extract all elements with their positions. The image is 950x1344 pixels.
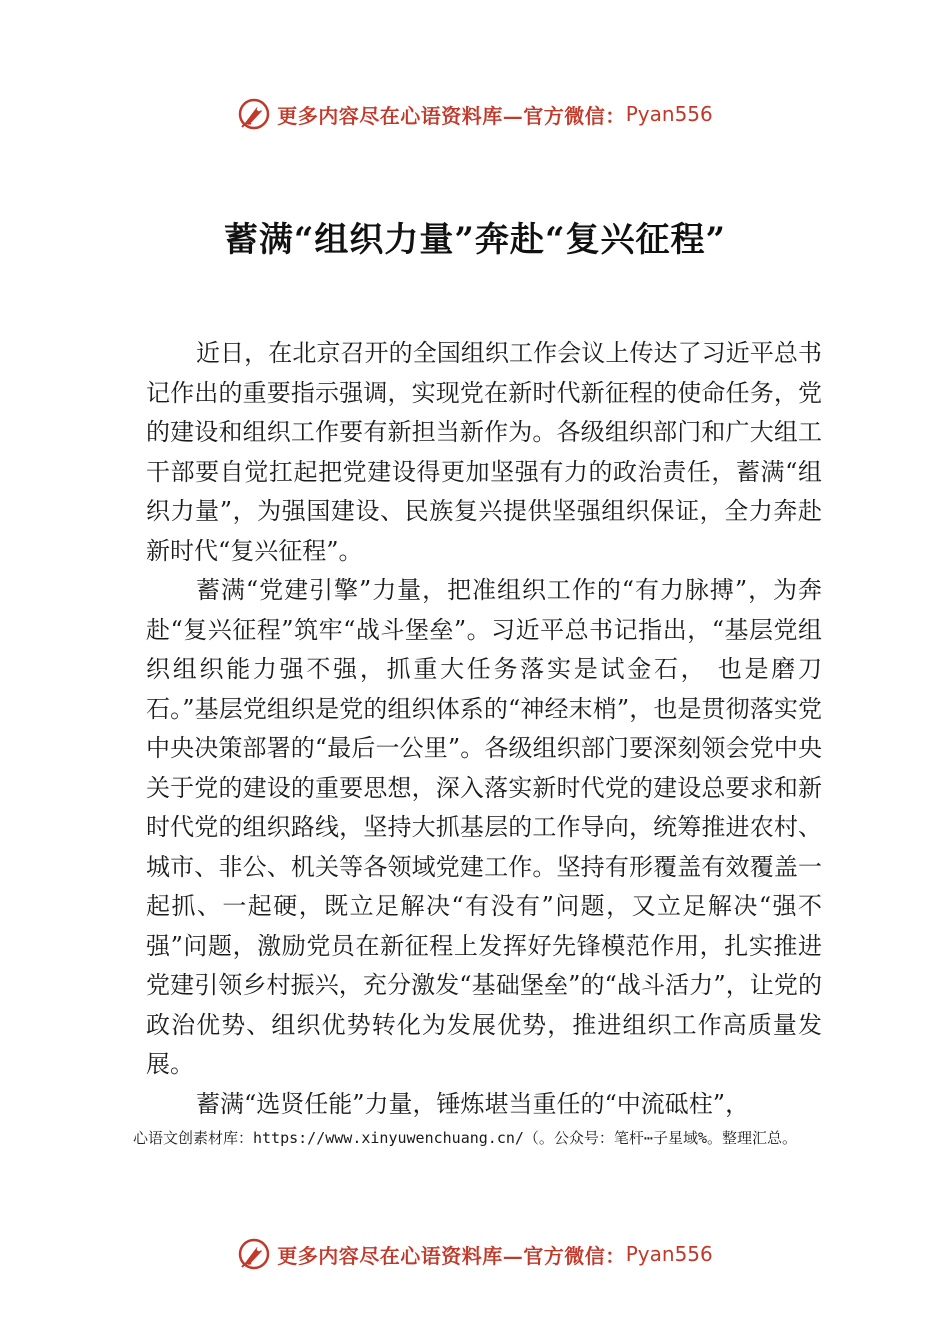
banner-text: 更多内容尽在心语资料库—官方微信：: [277, 1243, 626, 1268]
banner-wechat-id: Pyan556: [625, 1242, 713, 1266]
pen-nib-logo-icon: [237, 1237, 271, 1271]
document-title: 蓄满“组织力量”奔赴“复兴征程”: [223, 220, 727, 260]
document-body: [146, 334, 822, 1124]
paragraph: 蓄满“选贤任能”力量，锤炼堪当重任的“中流砥柱”，: [196, 1089, 750, 1118]
pen-nib-logo-icon: [237, 97, 271, 131]
paragraph: 蓄满“党建引擎”力量，把准组织工作的“有力脉搏”，为奔赴“复兴征程”筑牢“战斗堡垒”。习近平总书记指出，“基层党组织组织能力强不强，抓重大任务落实是试金石， 也是磨刀石。”基层党组织是党的组织体系的“神经末梢”，也是贯彻落实党中央决策部署的“最后一公里”。各级组织部门要深刻领会党中央关于党的建设的重要思想，深入落实新时代党的建设总要求和新时代党的组织路线，坚持大抓基层的工作导向，统筹推进农村、城市、非公、机关等各领域党建工作。坚持有形覆盖有效覆盖一起抓、一起硬，既立足解决“有没有”问题，又立足解决“强不强”问题，激励党员在新征程上发挥好先锋模范作用，扎实推进党建引领乡村振兴，充分激发“基础堡垒”的“战斗活力”，让党的政治优势、组织优势转化为发展优势，推进组织工作高质量发展。: [146, 576, 822, 1078]
footer-banner: [0, 1234, 950, 1274]
paragraph: 近日，在北京召开的全国组织工作会议上传达了习近平总书记作出的重要指示强调，实现党在新时代新征程的使命任务，党的建设和组织工作要有新担当新作为。各级组织部门和广大组工干部要自觉扛起把党建设得更加坚强有力的政治责任，蓄满“组织力量”，为强国建设、民族复兴提供坚强组织保证，全力奔赴新时代“复兴征程”。: [146, 339, 822, 565]
footer-note: 心语文创素材库：https://www.xinyuwenchuang.cn/（。公众号：笔杆⋯子星域%。整理汇总。: [133, 1129, 797, 1147]
banner-wechat-id: Pyan556: [625, 102, 713, 126]
banner-text: 更多内容尽在心语资料库—官方微信：: [277, 103, 626, 128]
header-banner: [0, 94, 950, 134]
